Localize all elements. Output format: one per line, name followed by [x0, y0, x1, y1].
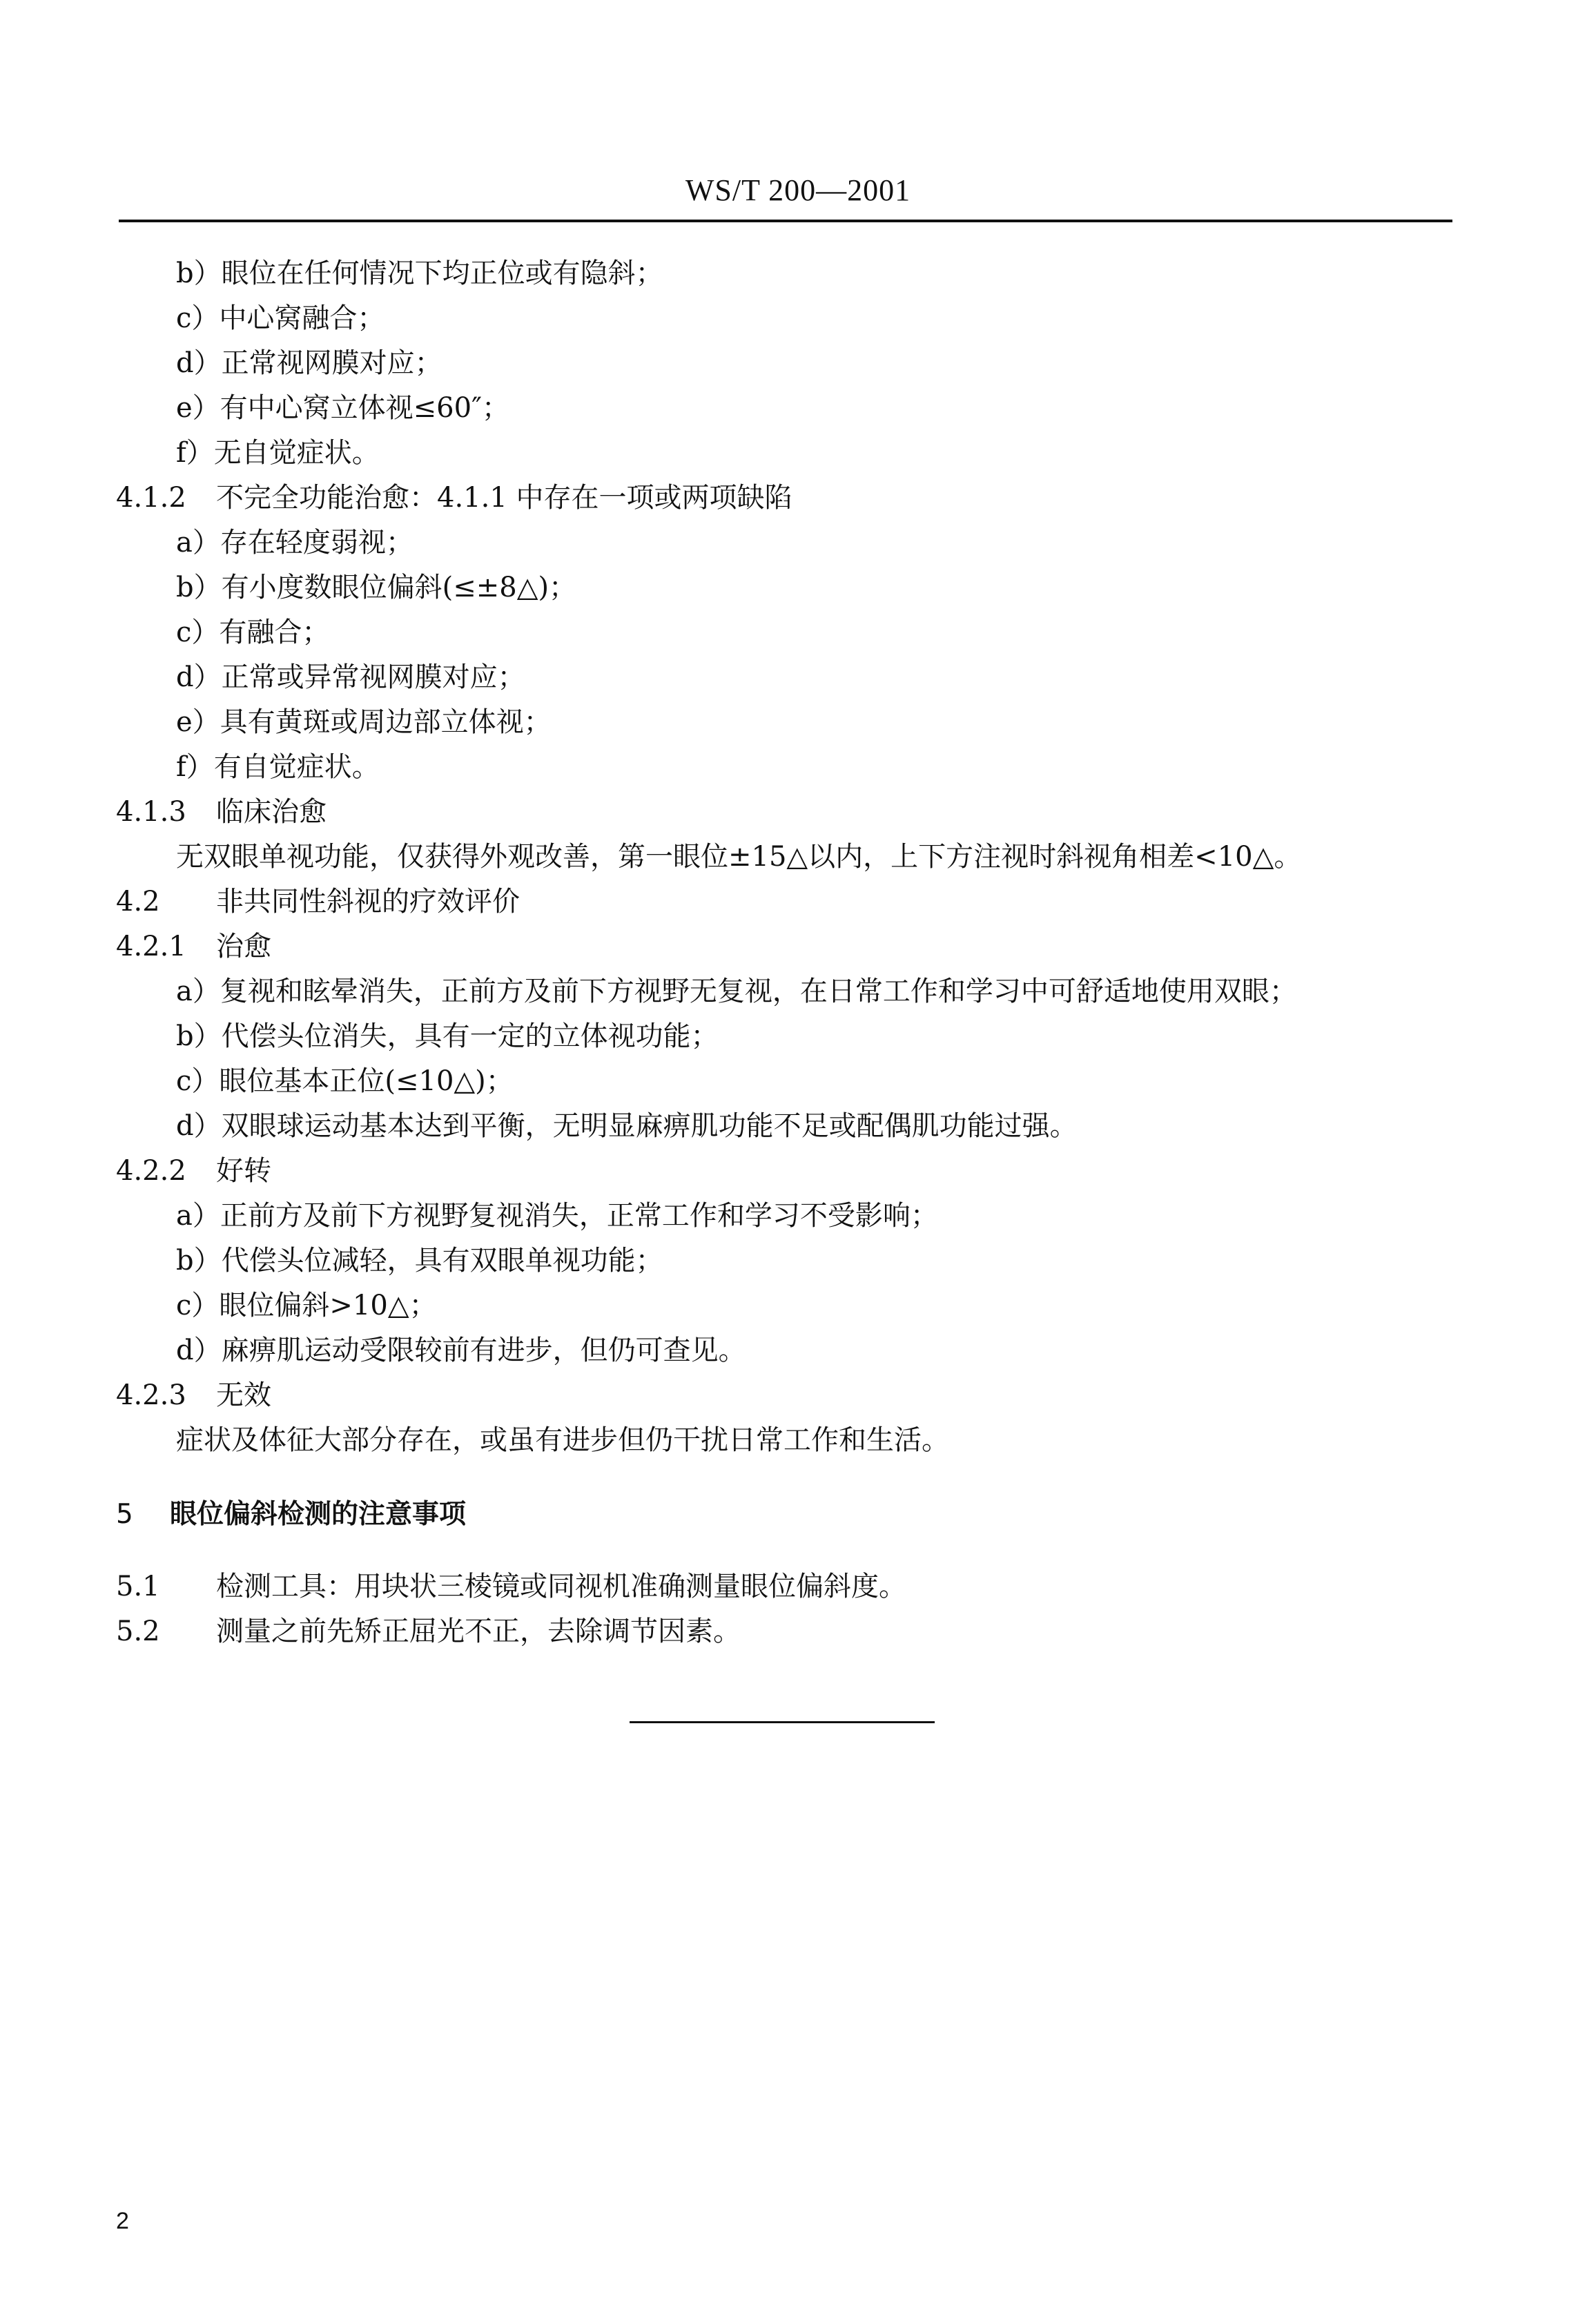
clause-heading: 4.2.2 好转 — [116, 1155, 271, 1187]
clause-item: 5.2 测量之前先矫正屈光不正，去除调节因素。 — [116, 1616, 741, 1647]
paragraph: 症状及体征大部分存在，或虽有进步但仍干扰日常工作和生活。 — [176, 1424, 949, 1456]
list-item: b）代偿头位消失，具有一定的立体视功能； — [176, 1020, 719, 1052]
clause-heading: 4.2.1 治愈 — [116, 931, 271, 962]
list-item: f）有自觉症状。 — [176, 751, 380, 783]
end-divider — [630, 1721, 935, 1723]
clause-item: 5.1 检测工具：用块状三棱镜或同视机准确测量眼位偏斜度。 — [116, 1571, 906, 1602]
list-item: f）无自觉症状。 — [176, 437, 380, 469]
list-item: d）正常或异常视网膜对应； — [176, 661, 525, 693]
list-item: a）正前方及前下方视野复视消失，正常工作和学习不受影响； — [176, 1200, 938, 1232]
list-item: c）有融合； — [176, 617, 330, 648]
list-item: b）代偿头位减轻，具有双眼单视功能； — [176, 1245, 663, 1277]
header-divider — [119, 220, 1452, 222]
list-item: d）双眼球运动基本达到平衡，无明显麻痹肌功能不足或配偶肌功能过强。 — [176, 1110, 1078, 1142]
clause-heading: 4.2.3 无效 — [116, 1379, 271, 1411]
list-item: b）有小度数眼位偏斜(≤±8△)； — [176, 572, 577, 603]
list-item: e）具有黄斑或周边部立体视； — [176, 706, 552, 738]
page-number: 2 — [116, 2208, 129, 2234]
clause-heading: 4.1.3 临床治愈 — [116, 796, 327, 828]
list-item: d）麻痹肌运动受限较前有进步，但仍可查见。 — [176, 1335, 746, 1366]
standard-code: WS/T 200—2001 — [685, 173, 911, 207]
list-item: e）有中心窝立体视≤60″； — [176, 392, 510, 424]
list-item: b）眼位在任何情况下均正位或有隐斜； — [176, 258, 663, 289]
clause-heading: 4.1.2 不完全功能治愈：4.1.1 中存在一项或两项缺陷 — [116, 482, 792, 514]
list-item: d）正常视网膜对应； — [176, 347, 442, 379]
list-item: a）复视和眩晕消失，正前方及前下方视野无复视，在日常工作和学习中可舒适地使用双眼； — [176, 976, 1297, 1007]
section-heading: 5 眼位偏斜检测的注意事项 — [116, 1499, 467, 1530]
list-item: c）眼位偏斜>10△； — [176, 1290, 437, 1321]
clause-heading: 4.2 非共同性斜视的疗效评价 — [116, 886, 520, 918]
list-item: c）中心窝融合； — [176, 302, 385, 334]
list-item: a）存在轻度弱视； — [176, 527, 413, 559]
paragraph: 无双眼单视功能，仅获得外观改善，第一眼位±15△以内，上下方注视时斜视角相差<10△。 — [176, 841, 1302, 873]
list-item: c）眼位基本正位(≤10△)； — [176, 1065, 514, 1097]
